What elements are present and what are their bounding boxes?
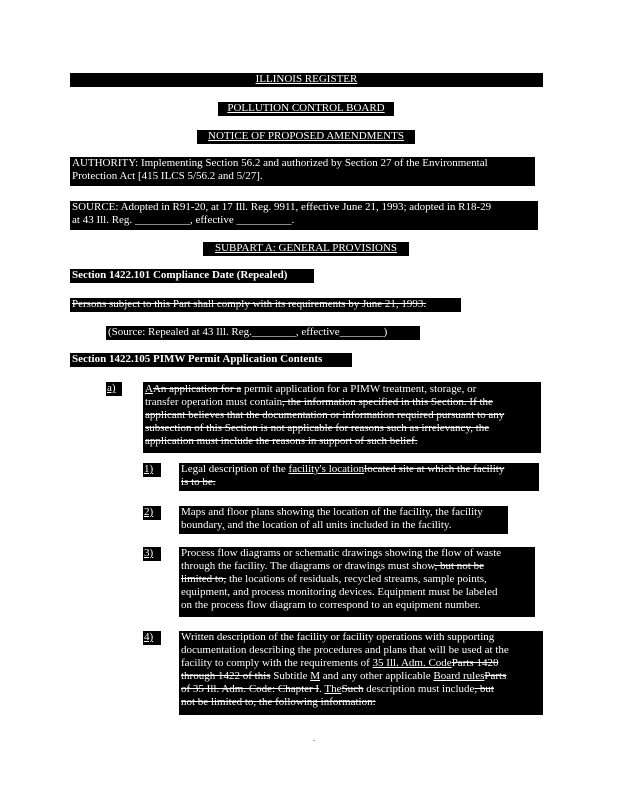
text-line — [145, 409, 541, 422]
deleted-text: subsection of this Section is not applicable for reasons such as irrelevancy, the — [145, 422, 490, 434]
text-line — [145, 396, 541, 409]
inserted-text: facility's location — [288, 463, 365, 475]
text-run: Legal description of the — [181, 463, 289, 475]
text-line — [145, 383, 541, 396]
text-run: Written description of the facility or facility operations with supporting — [181, 631, 495, 643]
item-3-text — [179, 547, 535, 617]
inserted-text: Board rules — [433, 670, 485, 682]
item-3-label: 3) — [143, 547, 161, 561]
text-run: and any other applicable — [320, 670, 434, 682]
deleted-text: Parts — [484, 670, 507, 682]
deleted-text: , the information specified in this Section. If the — [282, 396, 493, 408]
deleted-text: application must include the reasons in support of such belief. — [145, 435, 418, 447]
text-line — [181, 657, 543, 670]
text-run: permit application for a PIMW treatment, storage, or — [241, 383, 477, 395]
deleted-text: is to be. — [181, 476, 216, 488]
deleted-text: through 1422 of this — [181, 670, 271, 682]
text-run: . — [319, 683, 325, 695]
text-line — [181, 547, 535, 560]
inserted-text: M — [310, 670, 321, 682]
text-line — [181, 463, 539, 476]
deleted-text: the following information: — [256, 696, 376, 708]
deleted-text: An application for a — [152, 383, 242, 395]
text-run: Subtitle — [270, 670, 311, 682]
inserted-text: , — [221, 519, 225, 531]
register-title: ILLINOIS REGISTER — [255, 73, 358, 85]
source-paragraph: SOURCE: Adopted in R91-20, at 17 Ill. Reg. 9911, effective June 21, 1993; adopted in R18-29 at 43 Ill. Reg. __________, effective __________. — [70, 201, 538, 230]
inserted-text: The — [324, 683, 342, 695]
text-run: Process flow diagrams or schematic drawings showing the flow of waste — [181, 547, 502, 559]
section-105-heading: Section 1422.105 PIMW Permit Application Contents — [70, 353, 352, 367]
authority-paragraph: AUTHORITY: Implementing Section 56.2 and authorized by Section 27 of the Environmental Protection Act [415 ILCS 5/56.2 and 5/27]. — [70, 157, 535, 186]
section-101-source-note: (Source: Repealed at 43 Ill. Reg.________, effective________) — [106, 326, 420, 340]
subsection-a-text — [143, 382, 541, 453]
register-header — [70, 73, 543, 87]
deleted-text: of 35 Ill. Adm. Code: Chapter I — [181, 683, 320, 695]
text-run: description must include — [363, 683, 475, 695]
page-speck — [313, 740, 315, 741]
text-line — [181, 476, 539, 489]
item-1-label: 1) — [143, 463, 161, 477]
text-line — [181, 683, 543, 696]
text-run: on the process flow diagram to correspond to an equipment number. — [181, 599, 481, 611]
board-name: POLLUTION CONTROL BOARD — [218, 102, 394, 116]
deleted-text: Parts 1420 — [451, 657, 499, 669]
text-line — [181, 506, 508, 519]
item-2-label: 2) — [143, 506, 161, 520]
text-line — [145, 422, 541, 435]
item-1-text — [179, 463, 539, 491]
text-line — [181, 599, 535, 612]
text-line — [181, 573, 535, 586]
deleted-text: limited to, — [181, 573, 227, 585]
subsection-a-label: a) — [106, 382, 122, 396]
text-run: equipment, and process monitoring devices. Equipment must be labeled — [181, 586, 498, 598]
deleted-text: applicant believes that the documentation or information required pursuant to any — [145, 409, 505, 421]
text-line — [181, 644, 543, 657]
deleted-text: located site at which the facility — [364, 463, 505, 475]
text-run: and the location of all units included in the facility. — [224, 519, 452, 531]
text-line — [181, 560, 535, 573]
item-4-label: 4) — [143, 631, 161, 645]
item-4-text — [179, 631, 543, 715]
text-run: through the facility. The diagrams or drawings must show — [181, 560, 435, 572]
text-run: the locations of residuals, recycled streams, sample points, — [226, 573, 487, 585]
text-run: documentation describing the procedures and plans that will be used at the — [181, 644, 509, 656]
deleted-text: , but — [474, 683, 494, 695]
inserted-text: A — [145, 383, 153, 395]
text-line — [181, 696, 543, 709]
notice-title: NOTICE OF PROPOSED AMENDMENTS — [197, 130, 415, 144]
text-line — [181, 631, 543, 644]
inserted-text: 35 Ill. Adm. Code — [372, 657, 452, 669]
text-line — [145, 435, 541, 448]
subpart-title: SUBPART A: GENERAL PROVISIONS — [203, 242, 409, 256]
text-line — [181, 670, 543, 683]
item-2-text — [179, 506, 508, 534]
text-line — [181, 519, 508, 532]
text-run: Maps and floor plans showing the location of the facility, the facility — [181, 506, 483, 518]
section-101-heading: Section 1422.101 Compliance Date (Repealed) — [70, 269, 314, 283]
deleted-text: Such — [341, 683, 364, 695]
text-run: transfer operation must contain — [145, 396, 283, 408]
text-line — [181, 586, 535, 599]
deleted-text: not be limited to, — [181, 696, 257, 708]
text-run: facility to comply with the requirements of — [181, 657, 373, 669]
section-101-struck-text: Persons subject to this Part shall comply with its requirements by June 21, 1993. — [70, 298, 461, 312]
deleted-text: , but not be — [434, 560, 484, 572]
text-run: boundary — [181, 519, 222, 531]
